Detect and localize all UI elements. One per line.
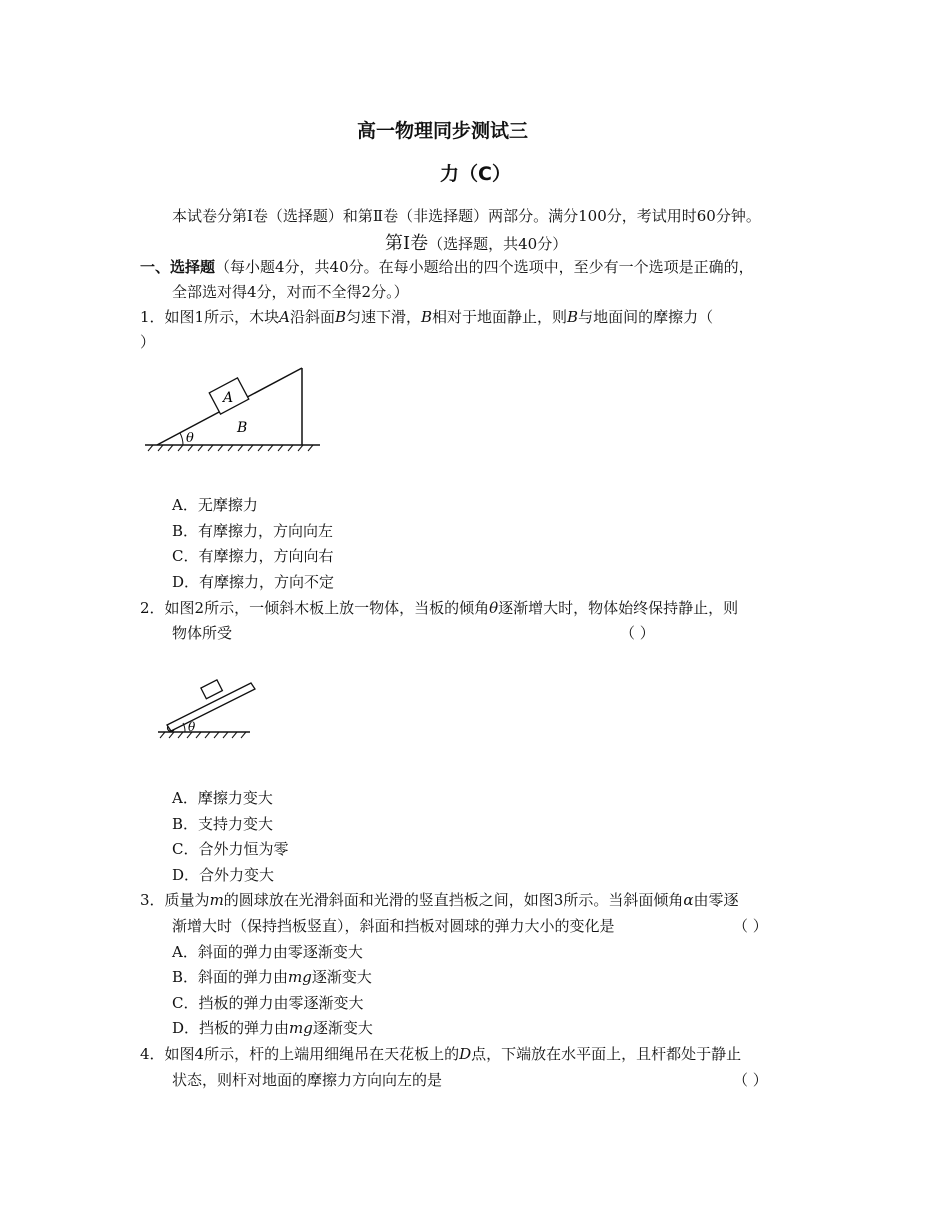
q3-option-b: B．斜面的弹力由mg逐渐变大 <box>172 968 372 986</box>
figure-1-label-b: B <box>237 420 248 436</box>
q2-option-c: C．合外力恒为零 <box>172 840 289 858</box>
q2-option-a: A．摩擦力变大 <box>172 789 273 807</box>
question-2-line2: 物体所受 <box>172 624 233 642</box>
q1-option-d: D．有摩擦力，方向不定 <box>172 573 335 591</box>
question-4: 4．如图4所示，杆的上端用细绳吊在天花板上的D点，下端放在水平面上，且杆都处于静止 <box>140 1045 742 1063</box>
question-4-answer-paren: （ ） <box>733 1071 768 1089</box>
figure-1-label-theta: θ <box>186 431 194 446</box>
question-2: 2．如图2所示，一倾斜木板上放一物体，当板的倾角θ逐渐增大时，物体始终保持静止，则 <box>140 599 739 617</box>
question-1: 1．如图1所示，木块A沿斜面B匀速下滑，B相对于地面静止，则B与地面间的摩擦力（ <box>140 308 714 326</box>
section-title <box>385 229 567 255</box>
question-2-answer-paren: （ ） <box>620 624 655 642</box>
question-4-line2: 状态，则杆对地面的摩擦力方向向左的是 <box>172 1071 443 1089</box>
question-3-answer-paren: （ ） <box>733 917 768 935</box>
q3-option-d: D．挡板的弹力由mg逐渐变大 <box>172 1019 373 1037</box>
section-title-main: 第Ⅰ卷 <box>385 233 429 254</box>
q3-option-a: A．斜面的弹力由零逐渐变大 <box>172 943 363 961</box>
question-3: 3．质量为m的圆球放在光滑斜面和光滑的竖直挡板之间，如图3所示。当斜面倾角α由零逐 <box>140 891 739 909</box>
instructions-line1: 一、选择题（每小题4分，共40分。在每小题给出的四个选项中，至少有一个选项是正确的， <box>140 258 754 276</box>
q1-option-c: C．有摩擦力，方向向右 <box>172 547 334 565</box>
page-subtitle: 力（C） <box>440 163 511 185</box>
q3-option-c: C．挡板的弹力由零逐渐变大 <box>172 994 364 1012</box>
figure-1-label-a: A <box>223 390 234 406</box>
page-title: 高一物理同步测试三 <box>357 120 529 142</box>
q1-option-a: A．无摩擦力 <box>172 496 258 514</box>
instructions-label: 一、选择题 <box>140 258 216 276</box>
question-3-line2: 渐增大时（保持挡板竖直），斜面和挡板对圆球的弹力大小的变化是 <box>172 917 615 935</box>
figure-2-label-theta: θ <box>188 720 196 734</box>
instructions-line2: 全部选对得4分，对而不全得2分。） <box>172 283 409 301</box>
figure-1-incline <box>145 362 325 462</box>
question-1-line2: ） <box>140 333 156 351</box>
section-title-note: （选择题，共40分） <box>428 235 568 253</box>
figure-2-board <box>155 675 265 745</box>
q2-option-b: B．支持力变大 <box>172 815 274 833</box>
q2-option-d: D．合外力变大 <box>172 866 275 884</box>
q1-option-b: B．有摩擦力，方向向左 <box>172 522 334 540</box>
intro-text: 本试卷分第Ⅰ卷（选择题）和第Ⅱ卷（非选择题）两部分。满分100分，考试用时60分钟。 <box>172 207 761 225</box>
